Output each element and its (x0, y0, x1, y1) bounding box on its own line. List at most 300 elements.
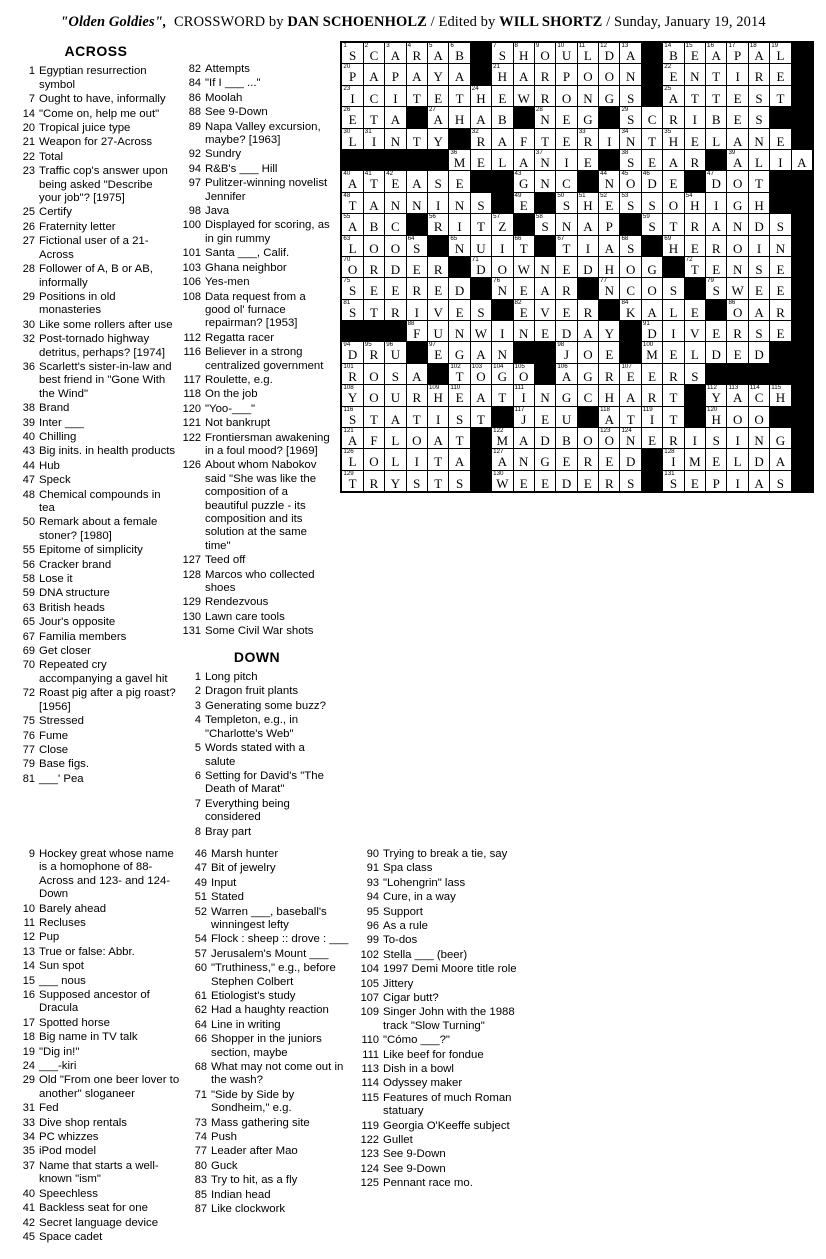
grid-cell[interactable] (449, 42, 470, 64)
grid-cell[interactable] (534, 278, 555, 299)
grid-cell[interactable] (385, 171, 406, 192)
grid-cell[interactable] (641, 406, 662, 427)
grid-cell[interactable] (706, 107, 727, 128)
grid-cell[interactable] (748, 470, 769, 492)
grid-cell[interactable] (341, 42, 363, 64)
grid-cell[interactable] (727, 42, 748, 64)
grid-cell[interactable] (534, 128, 555, 149)
grid-cell[interactable] (363, 128, 384, 149)
grid-cell[interactable] (663, 235, 684, 256)
grid-cell[interactable] (406, 128, 427, 149)
grid-cell[interactable] (620, 406, 641, 427)
grid-cell[interactable] (492, 235, 513, 256)
grid-cell[interactable] (577, 85, 598, 106)
grid-cell[interactable] (449, 363, 470, 384)
grid-cell[interactable] (363, 85, 384, 106)
crossword-grid[interactable] (340, 41, 814, 493)
grid-cell[interactable] (406, 278, 427, 299)
grid-cell[interactable] (492, 64, 513, 85)
grid-cell[interactable] (727, 385, 748, 406)
grid-cell[interactable] (706, 278, 727, 299)
grid-cell[interactable] (727, 64, 748, 85)
grid-cell[interactable] (427, 385, 448, 406)
grid-cell[interactable] (641, 363, 662, 384)
grid-cell[interactable] (620, 299, 641, 320)
grid-cell[interactable] (748, 299, 769, 320)
grid-cell[interactable] (620, 449, 641, 470)
grid-cell[interactable] (385, 235, 406, 256)
grid-cell[interactable] (748, 128, 769, 149)
grid-cell[interactable] (556, 128, 577, 149)
grid-cell[interactable] (534, 299, 555, 320)
grid-cell[interactable] (406, 363, 427, 384)
grid-cell[interactable] (513, 149, 534, 170)
grid-cell[interactable] (427, 171, 448, 192)
grid-cell[interactable] (363, 42, 384, 64)
grid-cell[interactable] (706, 470, 727, 492)
grid-cell[interactable] (556, 385, 577, 406)
grid-cell[interactable] (684, 470, 705, 492)
grid-cell[interactable] (556, 470, 577, 492)
grid-cell[interactable] (363, 256, 384, 277)
grid-cell[interactable] (406, 385, 427, 406)
grid-cell[interactable] (341, 342, 363, 363)
grid-cell[interactable] (727, 449, 748, 470)
grid-cell[interactable] (727, 192, 748, 213)
grid-cell[interactable] (513, 428, 534, 449)
grid-cell[interactable] (599, 278, 620, 299)
grid-cell[interactable] (577, 149, 598, 170)
grid-cell[interactable] (470, 363, 491, 384)
grid-cell[interactable] (427, 406, 448, 427)
grid-cell[interactable] (534, 149, 555, 170)
grid-cell[interactable] (341, 128, 363, 149)
grid-cell[interactable] (620, 385, 641, 406)
grid-cell[interactable] (470, 192, 491, 213)
grid-cell[interactable] (770, 428, 791, 449)
grid-cell[interactable] (363, 406, 384, 427)
grid-cell[interactable] (341, 171, 363, 192)
grid-cell[interactable] (363, 342, 384, 363)
grid-cell[interactable] (385, 449, 406, 470)
grid-cell[interactable] (641, 299, 662, 320)
grid-cell[interactable] (620, 42, 641, 64)
grid-cell[interactable] (492, 278, 513, 299)
grid-cell[interactable] (556, 171, 577, 192)
grid-cell[interactable] (706, 385, 727, 406)
grid-cell[interactable] (748, 321, 769, 342)
grid-cell[interactable] (449, 149, 470, 170)
grid-cell[interactable] (513, 406, 534, 427)
grid-cell[interactable] (577, 428, 598, 449)
grid-cell[interactable] (427, 278, 448, 299)
grid-cell[interactable] (663, 128, 684, 149)
grid-cell[interactable] (727, 235, 748, 256)
grid-cell[interactable] (599, 406, 620, 427)
grid-cell[interactable] (556, 149, 577, 170)
grid-cell[interactable] (577, 321, 598, 342)
grid-cell[interactable] (406, 171, 427, 192)
grid-cell[interactable] (513, 321, 534, 342)
grid-cell[interactable] (534, 171, 555, 192)
grid-cell[interactable] (663, 342, 684, 363)
grid-cell[interactable] (641, 278, 662, 299)
grid-cell[interactable] (363, 64, 384, 85)
grid-cell[interactable] (641, 321, 662, 342)
grid-cell[interactable] (470, 406, 491, 427)
grid-cell[interactable] (706, 128, 727, 149)
grid-cell[interactable] (748, 85, 769, 106)
grid-cell[interactable] (513, 470, 534, 492)
grid-cell[interactable] (534, 321, 555, 342)
grid-cell[interactable] (449, 385, 470, 406)
grid-cell[interactable] (363, 428, 384, 449)
grid-cell[interactable] (727, 321, 748, 342)
grid-cell[interactable] (641, 107, 662, 128)
grid-cell[interactable] (449, 171, 470, 192)
grid-cell[interactable] (513, 385, 534, 406)
grid-cell[interactable] (663, 107, 684, 128)
grid-cell[interactable] (577, 342, 598, 363)
grid-cell[interactable] (534, 428, 555, 449)
grid-cell[interactable] (492, 256, 513, 277)
grid-cell[interactable] (341, 385, 363, 406)
grid-cell[interactable] (684, 342, 705, 363)
grid-cell[interactable] (406, 64, 427, 85)
grid-cell[interactable] (363, 385, 384, 406)
grid-cell[interactable] (577, 128, 598, 149)
grid-cell[interactable] (556, 363, 577, 384)
grid-cell[interactable] (470, 342, 491, 363)
grid-cell[interactable] (770, 470, 791, 492)
grid-cell[interactable] (663, 363, 684, 384)
grid-cell[interactable] (341, 449, 363, 470)
grid-cell[interactable] (470, 235, 491, 256)
grid-cell[interactable] (791, 149, 813, 170)
grid-cell[interactable] (641, 171, 662, 192)
grid-cell[interactable] (449, 278, 470, 299)
grid-cell[interactable] (770, 149, 791, 170)
grid-cell[interactable] (534, 406, 555, 427)
grid-cell[interactable] (599, 192, 620, 213)
grid-cell[interactable] (620, 235, 641, 256)
grid-cell[interactable] (470, 321, 491, 342)
grid-cell[interactable] (341, 64, 363, 85)
grid-cell[interactable] (770, 299, 791, 320)
grid-cell[interactable] (427, 42, 448, 64)
grid-cell[interactable] (663, 449, 684, 470)
grid-cell[interactable] (706, 449, 727, 470)
grid-cell[interactable] (449, 299, 470, 320)
grid-cell[interactable] (748, 235, 769, 256)
grid-cell[interactable] (663, 64, 684, 85)
grid-cell[interactable] (385, 385, 406, 406)
grid-cell[interactable] (770, 128, 791, 149)
grid-cell[interactable] (427, 192, 448, 213)
grid-cell[interactable] (770, 214, 791, 235)
grid-cell[interactable] (748, 342, 769, 363)
grid-cell[interactable] (641, 256, 662, 277)
grid-cell[interactable] (706, 214, 727, 235)
grid-cell[interactable] (341, 278, 363, 299)
grid-cell[interactable] (663, 406, 684, 427)
grid-cell[interactable] (599, 171, 620, 192)
grid-cell[interactable] (427, 342, 448, 363)
grid-cell[interactable] (577, 235, 598, 256)
grid-cell[interactable] (492, 449, 513, 470)
grid-cell[interactable] (620, 428, 641, 449)
grid-cell[interactable] (534, 449, 555, 470)
grid-cell[interactable] (706, 192, 727, 213)
grid-cell[interactable] (556, 107, 577, 128)
grid-cell[interactable] (363, 235, 384, 256)
grid-cell[interactable] (492, 342, 513, 363)
grid-cell[interactable] (727, 406, 748, 427)
grid-cell[interactable] (770, 449, 791, 470)
grid-cell[interactable] (641, 214, 662, 235)
grid-cell[interactable] (513, 363, 534, 384)
grid-cell[interactable] (513, 171, 534, 192)
grid-cell[interactable] (341, 214, 363, 235)
grid-cell[interactable] (556, 299, 577, 320)
grid-cell[interactable] (663, 428, 684, 449)
grid-cell[interactable] (684, 214, 705, 235)
grid-cell[interactable] (363, 278, 384, 299)
grid-cell[interactable] (492, 128, 513, 149)
grid-cell[interactable] (577, 449, 598, 470)
grid-cell[interactable] (684, 235, 705, 256)
grid-cell[interactable] (385, 299, 406, 320)
grid-cell[interactable] (406, 85, 427, 106)
grid-cell[interactable] (727, 428, 748, 449)
grid-cell[interactable] (684, 321, 705, 342)
grid-cell[interactable] (385, 128, 406, 149)
grid-cell[interactable] (684, 85, 705, 106)
grid-cell[interactable] (492, 385, 513, 406)
grid-cell[interactable] (770, 42, 791, 64)
grid-cell[interactable] (363, 107, 384, 128)
grid-cell[interactable] (427, 128, 448, 149)
grid-cell[interactable] (706, 256, 727, 277)
grid-cell[interactable] (684, 149, 705, 170)
grid-cell[interactable] (684, 64, 705, 85)
grid-cell[interactable] (748, 42, 769, 64)
grid-cell[interactable] (406, 256, 427, 277)
grid-cell[interactable] (427, 64, 448, 85)
grid-cell[interactable] (449, 85, 470, 106)
grid-cell[interactable] (470, 107, 491, 128)
grid-cell[interactable] (663, 214, 684, 235)
grid-cell[interactable] (748, 64, 769, 85)
grid-cell[interactable] (385, 85, 406, 106)
grid-cell[interactable] (385, 42, 406, 64)
grid-cell[interactable] (706, 64, 727, 85)
grid-cell[interactable] (513, 235, 534, 256)
grid-cell[interactable] (470, 214, 491, 235)
grid-cell[interactable] (341, 256, 363, 277)
grid-cell[interactable] (449, 107, 470, 128)
grid-cell[interactable] (748, 214, 769, 235)
grid-cell[interactable] (385, 428, 406, 449)
grid-cell[interactable] (427, 449, 448, 470)
grid-cell[interactable] (513, 42, 534, 64)
grid-cell[interactable] (684, 107, 705, 128)
grid-cell[interactable] (556, 449, 577, 470)
grid-cell[interactable] (727, 278, 748, 299)
grid-cell[interactable] (599, 321, 620, 342)
grid-cell[interactable] (748, 149, 769, 170)
grid-cell[interactable] (748, 385, 769, 406)
grid-cell[interactable] (663, 192, 684, 213)
grid-cell[interactable] (684, 428, 705, 449)
grid-cell[interactable] (341, 107, 363, 128)
grid-cell[interactable] (727, 171, 748, 192)
grid-cell[interactable] (449, 321, 470, 342)
grid-cell[interactable] (770, 278, 791, 299)
grid-cell[interactable] (427, 470, 448, 492)
grid-cell[interactable] (770, 256, 791, 277)
grid-cell[interactable] (556, 342, 577, 363)
grid-cell[interactable] (556, 235, 577, 256)
grid-cell[interactable] (363, 214, 384, 235)
grid-cell[interactable] (556, 192, 577, 213)
grid-cell[interactable] (641, 128, 662, 149)
grid-cell[interactable] (577, 214, 598, 235)
grid-cell[interactable] (641, 342, 662, 363)
grid-cell[interactable] (449, 342, 470, 363)
grid-cell[interactable] (684, 299, 705, 320)
grid-cell[interactable] (727, 107, 748, 128)
grid-cell[interactable] (620, 85, 641, 106)
grid-cell[interactable] (748, 449, 769, 470)
grid-cell[interactable] (577, 192, 598, 213)
grid-cell[interactable] (663, 171, 684, 192)
grid-cell[interactable] (599, 235, 620, 256)
grid-cell[interactable] (770, 235, 791, 256)
grid-cell[interactable] (385, 406, 406, 427)
grid-cell[interactable] (770, 321, 791, 342)
grid-cell[interactable] (513, 192, 534, 213)
grid-cell[interactable] (599, 256, 620, 277)
grid-cell[interactable] (385, 256, 406, 277)
grid-cell[interactable] (706, 171, 727, 192)
grid-cell[interactable] (427, 428, 448, 449)
grid-cell[interactable] (620, 64, 641, 85)
grid-cell[interactable] (406, 470, 427, 492)
grid-cell[interactable] (727, 85, 748, 106)
grid-cell[interactable] (406, 299, 427, 320)
grid-cell[interactable] (406, 192, 427, 213)
grid-cell[interactable] (363, 449, 384, 470)
grid-cell[interactable] (513, 278, 534, 299)
grid-cell[interactable] (620, 470, 641, 492)
grid-cell[interactable] (684, 128, 705, 149)
grid-cell[interactable] (341, 428, 363, 449)
grid-cell[interactable] (470, 385, 491, 406)
grid-cell[interactable] (684, 256, 705, 277)
grid-cell[interactable] (492, 85, 513, 106)
grid-cell[interactable] (556, 321, 577, 342)
grid-cell[interactable] (513, 85, 534, 106)
grid-cell[interactable] (663, 278, 684, 299)
grid-cell[interactable] (363, 363, 384, 384)
grid-cell[interactable] (663, 470, 684, 492)
grid-cell[interactable] (663, 42, 684, 64)
grid-cell[interactable] (513, 256, 534, 277)
grid-cell[interactable] (385, 107, 406, 128)
grid-cell[interactable] (449, 470, 470, 492)
grid-cell[interactable] (620, 128, 641, 149)
grid-cell[interactable] (577, 470, 598, 492)
grid-cell[interactable] (599, 449, 620, 470)
grid-cell[interactable] (599, 342, 620, 363)
grid-cell[interactable] (599, 385, 620, 406)
grid-cell[interactable] (470, 299, 491, 320)
grid-cell[interactable] (577, 363, 598, 384)
grid-cell[interactable] (663, 85, 684, 106)
grid-cell[interactable] (770, 85, 791, 106)
grid-cell[interactable] (449, 64, 470, 85)
grid-cell[interactable] (363, 192, 384, 213)
grid-cell[interactable] (492, 107, 513, 128)
grid-cell[interactable] (534, 214, 555, 235)
grid-cell[interactable] (620, 363, 641, 384)
grid-cell[interactable] (620, 171, 641, 192)
grid-cell[interactable] (556, 64, 577, 85)
grid-cell[interactable] (748, 192, 769, 213)
grid-cell[interactable] (427, 321, 448, 342)
grid-cell[interactable] (706, 406, 727, 427)
grid-cell[interactable] (706, 342, 727, 363)
grid-cell[interactable] (427, 299, 448, 320)
grid-cell[interactable] (534, 385, 555, 406)
grid-cell[interactable] (684, 42, 705, 64)
grid-cell[interactable] (534, 42, 555, 64)
grid-cell[interactable] (577, 107, 598, 128)
grid-cell[interactable] (748, 256, 769, 277)
grid-cell[interactable] (492, 149, 513, 170)
grid-cell[interactable] (406, 449, 427, 470)
grid-cell[interactable] (406, 406, 427, 427)
grid-cell[interactable] (727, 470, 748, 492)
grid-cell[interactable] (341, 363, 363, 384)
grid-cell[interactable] (341, 85, 363, 106)
grid-cell[interactable] (727, 128, 748, 149)
grid-cell[interactable] (513, 128, 534, 149)
grid-cell[interactable] (556, 85, 577, 106)
grid-cell[interactable] (385, 470, 406, 492)
grid-cell[interactable] (492, 214, 513, 235)
grid-cell[interactable] (599, 128, 620, 149)
grid-cell[interactable] (663, 149, 684, 170)
grid-cell[interactable] (727, 256, 748, 277)
grid-cell[interactable] (556, 278, 577, 299)
grid-cell[interactable] (341, 470, 363, 492)
grid-cell[interactable] (641, 149, 662, 170)
grid-cell[interactable] (706, 85, 727, 106)
grid-cell[interactable] (770, 385, 791, 406)
grid-cell[interactable] (449, 192, 470, 213)
grid-cell[interactable] (727, 299, 748, 320)
grid-cell[interactable] (599, 363, 620, 384)
grid-cell[interactable] (727, 342, 748, 363)
grid-cell[interactable] (449, 214, 470, 235)
grid-cell[interactable] (556, 214, 577, 235)
grid-cell[interactable] (427, 214, 448, 235)
grid-cell[interactable] (748, 406, 769, 427)
grid-cell[interactable] (556, 42, 577, 64)
grid-cell[interactable] (385, 278, 406, 299)
